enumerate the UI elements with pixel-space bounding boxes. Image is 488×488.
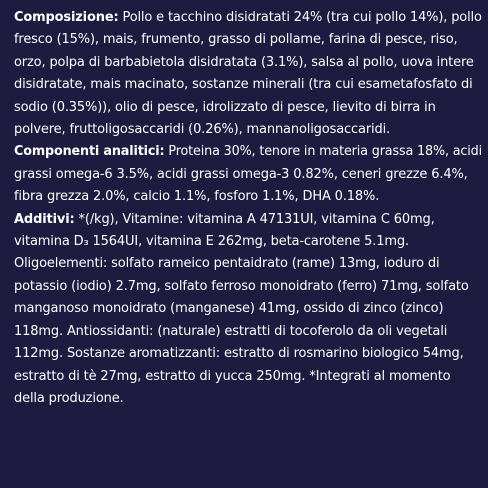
componenti-text: Proteina 30%, tenore in materia grassa 18%, acidi	[164, 144, 483, 160]
componenti-line: fibra grezza 2.0%, calcio 1.1%, fosforo 1.1%, DHA 0.18%.	[14, 189, 380, 205]
additivi-line: manganoso monoidrato (manganese) 41mg, ossido di zinco (zinco)	[14, 301, 444, 317]
composizione-label: Composizione:	[14, 10, 119, 25]
composizione-line: disidratate, mais macinato, sostanze minerali (tra cui esametafosfato di	[14, 77, 473, 93]
composizione-line: polvere, fruttoligosaccaridi (0.26%), mannanoligosaccaridi.	[14, 122, 391, 138]
additivi-first-line	[14, 209, 482, 231]
componenti-section	[14, 141, 482, 208]
additivi-text: *(/kg), Vitamine: vitamina A 47131UI, vitamina C 60mg,	[74, 211, 435, 227]
additivi-line: vitamina D₃ 1564UI, vitamina E 262mg, beta-carotene 5.1mg.	[14, 234, 409, 250]
composizione-line: sodio (0.35%)), olio di pesce, idrolizzato di pesce, lievito di birra in	[14, 99, 436, 115]
additivi-line: della produzione.	[14, 390, 124, 406]
additivi-line: Oligoelementi: solfato rameico pentaidrato (rame) 13mg, ioduro di	[14, 256, 440, 272]
additivi-section	[14, 209, 482, 411]
componenti-line: grassi omega-6 3.5%, acidi grassi omega-3 0.82%, ceneri grezze 6.4%,	[14, 166, 468, 182]
componenti-label: Componenti analitici:	[14, 144, 165, 160]
componenti-first-line	[14, 141, 483, 163]
composizione-line: fresco (15%), mais, frumento, grasso di pollame, farina di pesce, riso,	[14, 32, 458, 48]
additivi-line: 118mg. Antiossidanti: (naturale) estratti di tocoferolo da oli vegetali	[14, 323, 448, 339]
composizione-section	[14, 7, 482, 141]
additivi-label: Additivi:	[14, 211, 75, 227]
additivi-line: potassio (iodio) 2.7mg, solfato ferroso monoidrato (ferro) 71mg, solfato	[14, 278, 469, 294]
composizione-text: Pollo e tacchino disidratati 24% (tra cui pollo 14%), pollo	[118, 10, 482, 25]
composizione-line: orzo, polpa di barbabietola disidratata (3.1%), salsa al pollo, uova intere	[14, 54, 474, 70]
additivi-line: estratto di tè 27mg, estratto di yucca 250mg. *Integrati al momento	[14, 368, 451, 384]
additivi-line: 112mg. Sostanze aromatizzanti: estratto di rosmarino biologico 54mg,	[14, 346, 464, 362]
composizione-first-line	[14, 7, 481, 29]
